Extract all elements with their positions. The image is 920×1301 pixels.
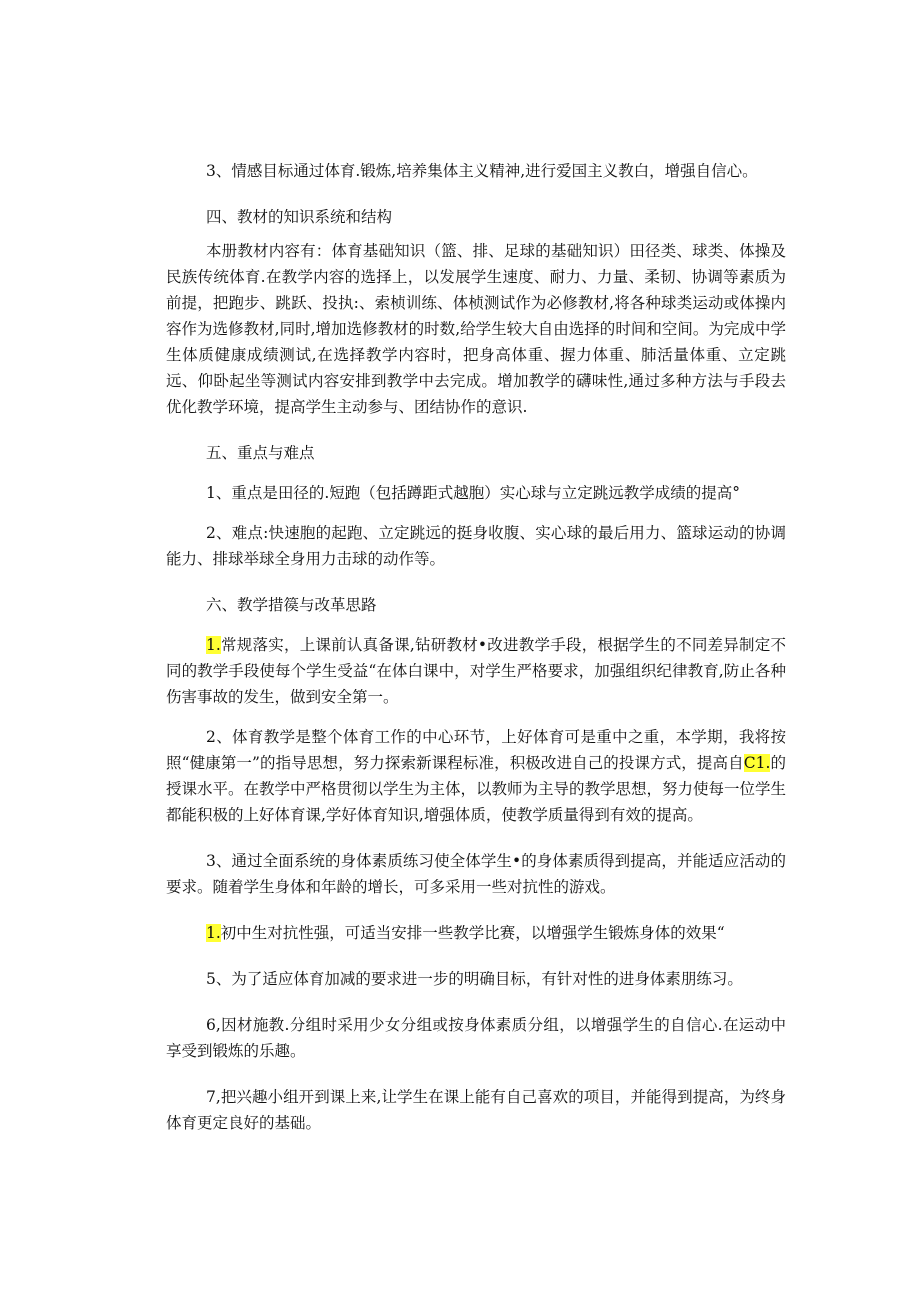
measure-5: 5、为了适应体育加减的要求进一步的明确目标，有针对性的进身体素朋练习。 — [206, 970, 743, 988]
goal-3-paragraph: 3、情感目标通过体育.锻炼,培养集体主义精神,进行爱国主义教白，增强自信心。 — [206, 162, 758, 180]
measure-1-text: 常规落实，上课前认真备课,钻研教材•改进教学手段，根据学生的不同差异制定不同的教学手段使每个学生受益“在体白课中，对学生严格要求，加强组织纪律教育,防止各种伤害事故的发生，做到安全第一。 — [166, 636, 786, 706]
document-body — [166, 158, 786, 1136]
measure-4 — [166, 920, 786, 946]
measure-2-text-a: 2、体育教学是整个体育工作的中心环节，上好体育可是重中之重，本学期，我将按照“健康第一”的指导思想，努力探索新课程标准，积极改进自己的投课方式，提高自 — [166, 728, 786, 772]
measure-6: 6,因材施教.分组时采用少女分组或按身体素质分组，以增强学生的自信心.在运动中享受到锻炼的乐趣。 — [166, 1016, 786, 1060]
section-4-heading: 四、教材的知识系统和结构 — [206, 208, 393, 226]
measure-7: 7,把兴趣小组开到课上来,让学生在课上能有自己喜欢的项目，并能得到提高，为终身体育更定良好的基础。 — [166, 1088, 786, 1132]
materials-paragraph: 本册教材内容有：体育基础知识（篮、排、足球的基础知识）田径类、球类、体操及民族传统体育.在教学内容的选择上，以发展学生速度、耐力、力量、柔韧、协调等素质为前提，把跑步、跳跃、投执:、索桢训练、体桢测试作为必修教材,将各种球类运动或体操内容作为选修教材,同时,增加选修教材的时数,给学生较大自由选择的时间和空间。为完成中学生体质健康成绩测试,在选择教学内容时，把身高体重、握力体重、肺活量体重、立定跳远、仰卧起坐等测试内容安排到教学中去完成。增加教学的礴味性,通过多种方法与手段去优化教学环境，提高学生主动参与、团结协作的意识. — [166, 242, 786, 416]
key-point-2: 2、难点:快速胞的起跑、立定跳远的挺身收腹、实心球的最后用力、篮球运动的协调能力、排球举球全身用力击球的动作等。 — [166, 524, 786, 568]
measure-3: 3、通过全面系统的身体素质练习使全体学生•的身体素质得到提高，并能适应活动的要求。随着学生身体和年龄的增长，可多采用一些对抗性的游戏。 — [166, 852, 786, 896]
measure-1 — [166, 632, 786, 710]
measure-2 — [166, 724, 786, 828]
section-6-heading: 六、教学措篌与改革思路 — [206, 596, 377, 614]
highlighted-text: C1. — [743, 754, 771, 772]
key-point-1: 1、重点是田径的.短跑（包括蹲距式越胞）实心球与立定跳远教学成绩的提高° — [206, 484, 741, 502]
section-5-heading: 五、重点与难点 — [206, 444, 315, 462]
measure-2-text-b: 的授课水平。在教学中严格贯彻以学生为主体，以教师为主导的教学思想，努力使每一位学生都能积极的上好体育课,学好体育知识,增强体质，使教学质量得到有效的提高。 — [166, 754, 787, 824]
highlighted-number: 1. — [206, 636, 221, 654]
highlighted-number: 1. — [206, 924, 221, 942]
measure-4-text: 初中生对抗性强，可适当安排一些教学比赛，以增强学生锻炼身体的效果“ — [220, 924, 725, 942]
